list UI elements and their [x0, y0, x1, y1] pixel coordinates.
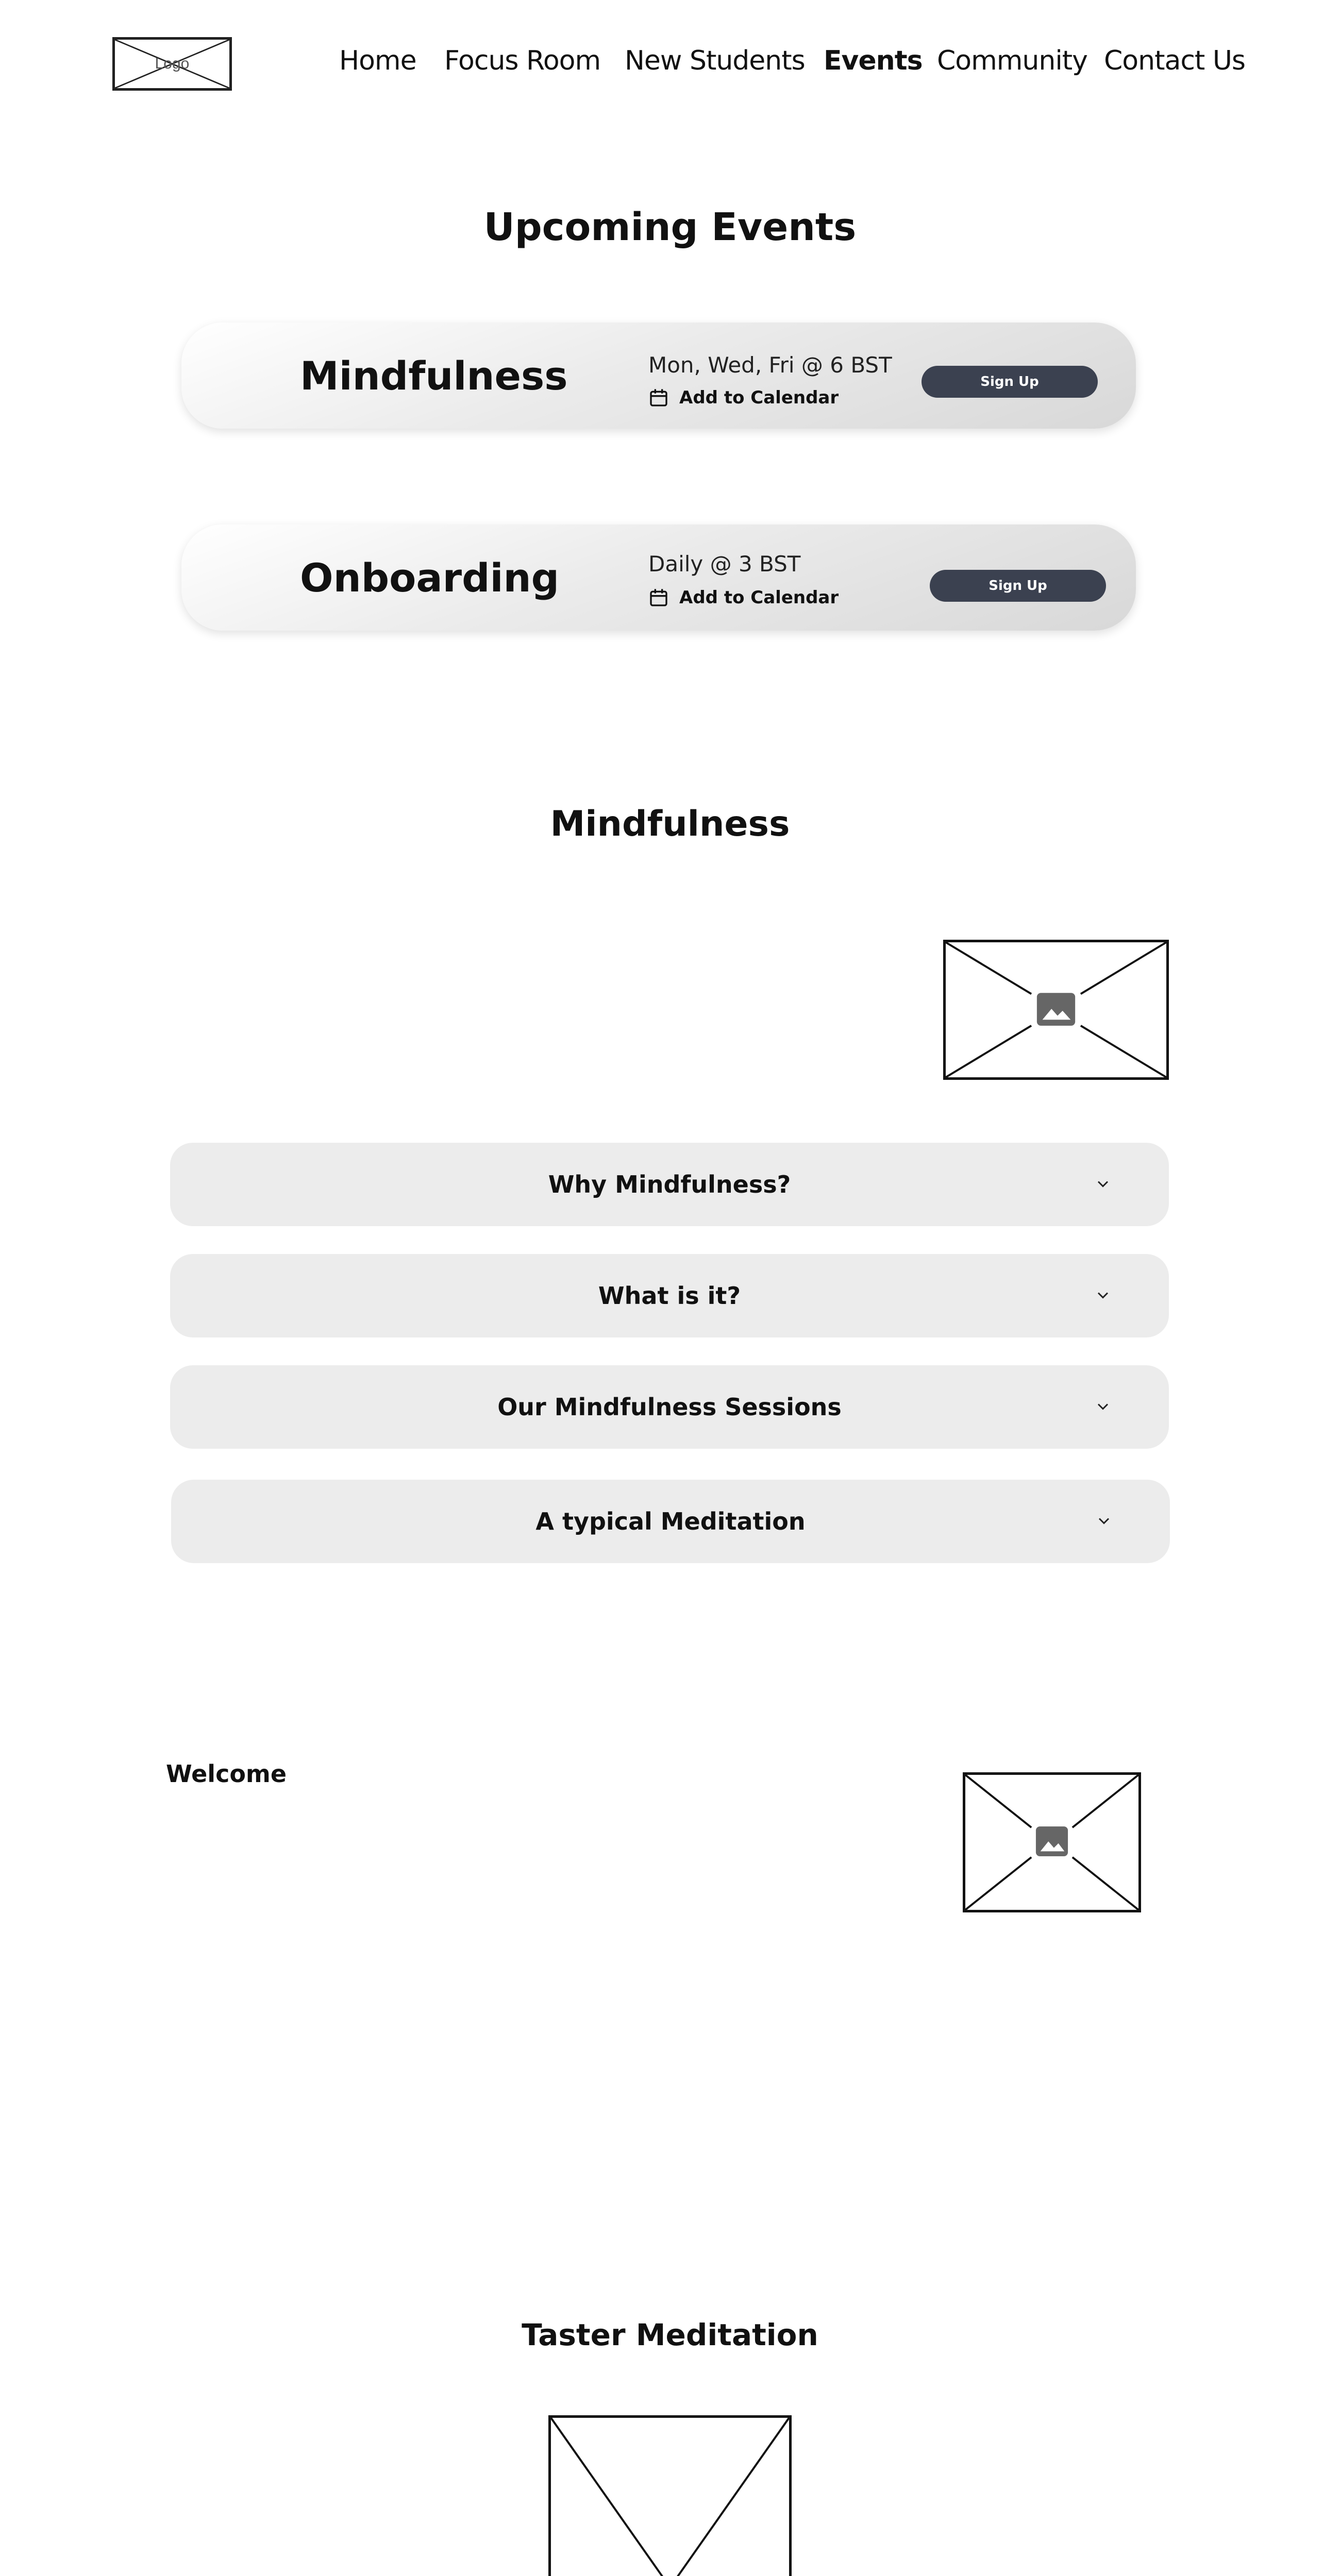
chevron-down-icon	[1094, 1175, 1112, 1193]
image-placeholder-icon	[946, 942, 1166, 1077]
video-placeholder-icon	[551, 2418, 789, 2576]
nav-item-focus-room[interactable]: Focus Room	[444, 45, 601, 76]
logo-label: Logo	[155, 55, 190, 72]
nav-item-contact-us[interactable]: Contact Us	[1104, 45, 1245, 76]
calendar-icon	[648, 587, 669, 608]
accordion-label: Our Mindfulness Sessions	[497, 1393, 842, 1421]
accordion-typical-meditation[interactable]	[171, 1480, 1170, 1563]
nav-item-events[interactable]: Events	[824, 45, 923, 76]
taster-video-placeholder[interactable]	[548, 2415, 792, 2576]
add-to-calendar-link[interactable]	[648, 387, 839, 408]
chevron-down-icon	[1094, 1286, 1112, 1304]
event-name: Mindfulness	[300, 352, 568, 399]
welcome-image-placeholder	[963, 1772, 1141, 1912]
accordion-what-is-it[interactable]	[170, 1254, 1169, 1337]
calendar-icon	[648, 387, 669, 408]
add-to-calendar-label: Add to Calendar	[679, 387, 839, 408]
accordion-label: A typical Meditation	[535, 1507, 806, 1535]
welcome-title: Welcome	[166, 1760, 287, 1788]
accordion-our-sessions[interactable]	[170, 1365, 1169, 1449]
sign-up-button[interactable]: Sign Up	[922, 366, 1098, 398]
sign-up-button[interactable]: Sign Up	[930, 570, 1106, 602]
mindfulness-image-placeholder	[943, 940, 1169, 1080]
event-card-onboarding	[181, 524, 1136, 631]
nav-item-new-students[interactable]: New Students	[625, 45, 805, 76]
accordion-label: Why Mindfulness?	[548, 1171, 791, 1198]
chevron-down-icon	[1095, 1512, 1113, 1530]
nav-item-community[interactable]: Community	[937, 45, 1087, 76]
accordion-why-mindfulness[interactable]	[170, 1143, 1169, 1226]
logo[interactable]	[112, 37, 232, 91]
mindfulness-title: Mindfulness	[550, 804, 790, 844]
chevron-down-icon	[1094, 1397, 1112, 1416]
accordion-label: What is it?	[598, 1282, 741, 1310]
upcoming-events-title: Upcoming Events	[483, 205, 857, 249]
add-to-calendar-link[interactable]	[648, 587, 839, 608]
event-schedule: Daily @ 3 BST	[648, 551, 801, 577]
image-placeholder-icon	[965, 1775, 1138, 1910]
nav-item-home[interactable]: Home	[339, 45, 416, 76]
add-to-calendar-label: Add to Calendar	[679, 587, 839, 608]
taster-meditation-title: Taster Meditation	[522, 2317, 818, 2352]
event-schedule: Mon, Wed, Fri @ 6 BST	[648, 352, 892, 378]
event-name: Onboarding	[300, 554, 560, 601]
event-card-mindfulness	[181, 323, 1136, 429]
